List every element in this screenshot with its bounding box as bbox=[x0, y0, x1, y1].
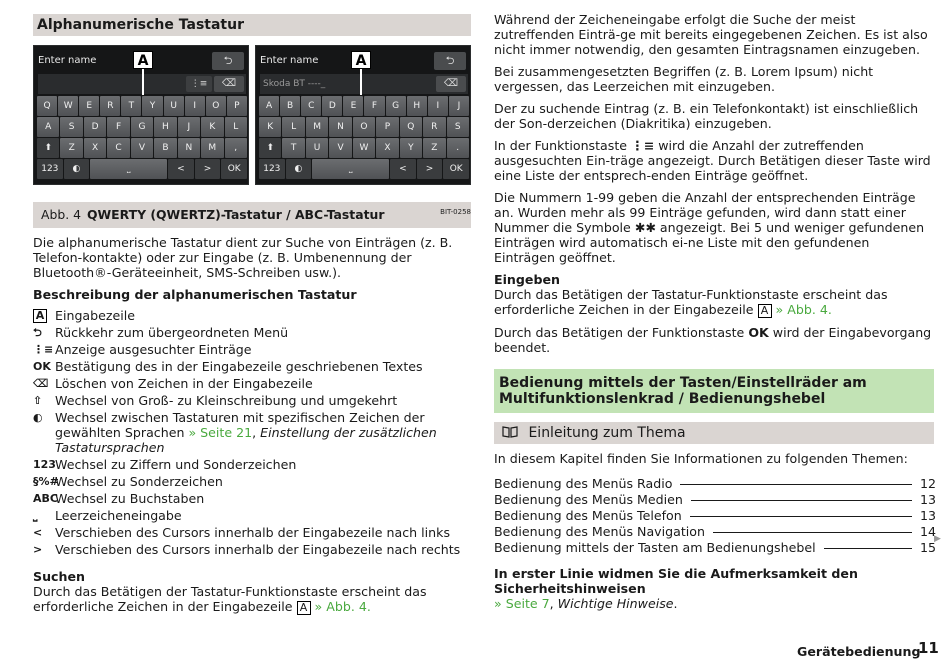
page-number: 11 bbox=[918, 639, 939, 657]
safety-note: In erster Linie widmen Sie die Aufmerksamkeit den Sicherheitshinweisen bbox=[494, 566, 858, 596]
toc-page: 13 bbox=[920, 508, 937, 523]
delete-icon[interactable]: ⌫ bbox=[214, 76, 244, 92]
footer-chapter: Gerätebedienung bbox=[797, 644, 921, 659]
language-icon: ◐ bbox=[33, 411, 43, 424]
legend-text: Verschieben des Cursors innerhalb der Eingabezeile nach rechts bbox=[55, 542, 461, 557]
input-paragraph bbox=[494, 287, 934, 318]
intro-text: In diesem Kapitel finden Sie Informationen zu folgenden Themen: bbox=[494, 451, 908, 466]
legend-text-main: Wechsel zwischen Tastaturen mit spezifischen Zeichen der gewählten Sprachen bbox=[55, 410, 425, 440]
key[interactable]: P bbox=[227, 96, 247, 116]
figure-caption bbox=[33, 202, 471, 228]
cursor-left-key[interactable]: < bbox=[168, 159, 194, 179]
paragraph: Bei zusammengesetzten Begriffen (z. B. Lorem Ipsum) nicht vergessen, das Leerzeichen mit einzugeben. bbox=[494, 64, 874, 94]
list-icon[interactable]: ⋮≡ bbox=[186, 76, 212, 92]
legend-title: Beschreibung der alphanumerischen Tastatur bbox=[33, 287, 357, 302]
text: wird der Eingabevorgang beendet. bbox=[494, 325, 932, 355]
paragraph bbox=[494, 138, 934, 183]
key[interactable]: B bbox=[280, 96, 300, 116]
paragraph bbox=[494, 325, 934, 355]
legend-text: Bestätigung des in der Eingabezeile geschriebenen Textes bbox=[55, 359, 423, 374]
legend-item bbox=[33, 508, 471, 523]
link-reference: Einstellung der zusätzlichen Tastatursprachen bbox=[55, 425, 437, 455]
figure-link[interactable]: » Abb. 4. bbox=[314, 599, 371, 614]
next-page-arrow-icon[interactable]: ▶ bbox=[934, 534, 941, 544]
section-title: Alphanumerische Tastatur bbox=[33, 14, 471, 36]
key[interactable]: W bbox=[58, 96, 78, 116]
toc-leader bbox=[691, 500, 912, 501]
key[interactable]: V bbox=[329, 138, 351, 158]
cursor-left-key[interactable]: < bbox=[390, 159, 416, 179]
key[interactable]: M bbox=[306, 117, 328, 137]
intro-title: Einleitung zum Thema bbox=[528, 425, 686, 441]
back-icon[interactable]: ⮌ bbox=[434, 52, 466, 70]
book-icon bbox=[502, 425, 522, 441]
toc-leader bbox=[680, 484, 912, 485]
legend-item bbox=[33, 325, 471, 340]
legend-text: Löschen von Zeichen in der Eingabezeile bbox=[55, 376, 313, 391]
key[interactable]: Y bbox=[400, 138, 422, 158]
image-code: BIT-0258 bbox=[440, 208, 471, 216]
toc-leader bbox=[713, 532, 912, 533]
ok-icon: OK bbox=[33, 360, 51, 373]
key[interactable]: H bbox=[154, 117, 176, 137]
legend-item bbox=[33, 491, 471, 506]
input-line-marker: A bbox=[758, 304, 772, 318]
key-row-4 bbox=[37, 159, 247, 179]
key[interactable]: R bbox=[423, 117, 445, 137]
key[interactable]: X bbox=[84, 138, 106, 158]
key-row-2 bbox=[259, 117, 469, 137]
key[interactable]: A bbox=[259, 96, 279, 116]
key-row-3 bbox=[259, 138, 469, 158]
key-row-1 bbox=[37, 96, 247, 116]
key[interactable]: Z bbox=[60, 138, 82, 158]
text: wird die Anzahl der zutreffenden ausgesuchten Ein-träge angezeigt. Durch Betätigen dieser Taste wird eine Liste der entsprech-enden Einträge geöffnet. bbox=[494, 138, 931, 183]
left-column bbox=[33, 14, 471, 615]
key[interactable]: E bbox=[343, 96, 363, 116]
toc-label: Bedienung mittels der Tasten am Bedienungshebel bbox=[494, 540, 816, 555]
key-row-3 bbox=[37, 138, 247, 158]
ok-key[interactable]: OK bbox=[443, 159, 469, 179]
key[interactable]: D bbox=[322, 96, 342, 116]
text: Die Nummern 1-99 geben die Anzahl der entsprechenden Einträge an. Wurden mehr als 99 Einträge gefunden, wird dann statt einer Nummer die Symbole bbox=[494, 190, 916, 235]
key[interactable]: R bbox=[100, 96, 120, 116]
key[interactable]: . bbox=[447, 138, 469, 158]
space-icon: ⎵ bbox=[33, 509, 38, 522]
cursor-right-key[interactable]: > bbox=[195, 159, 221, 179]
key[interactable]: L bbox=[225, 117, 247, 137]
name-field-label: Enter name bbox=[38, 55, 97, 66]
figure-link[interactable]: » Abb. 4. bbox=[775, 302, 832, 317]
key-row-1 bbox=[259, 96, 469, 116]
toc-row[interactable] bbox=[494, 540, 937, 556]
input-line-marker: A bbox=[33, 309, 47, 323]
key[interactable]: U bbox=[306, 138, 328, 158]
key[interactable]: K bbox=[201, 117, 223, 137]
cursor-right-key[interactable]: > bbox=[417, 159, 443, 179]
key[interactable]: H bbox=[407, 96, 427, 116]
chapter-heading: Bedienung mittels der Tasten/Einstellräder am Multifunktionslenkrad / Bedienungshebel bbox=[494, 369, 934, 413]
text: Durch das Betätigen der Funktionstaste bbox=[494, 325, 745, 340]
caption-number: Abb. 4 bbox=[41, 207, 81, 222]
toc-row[interactable] bbox=[494, 524, 937, 540]
key[interactable]: N bbox=[329, 117, 351, 137]
cursor-right-icon: > bbox=[33, 543, 43, 556]
key[interactable]: M bbox=[201, 138, 223, 158]
key[interactable]: U bbox=[164, 96, 184, 116]
intro-paragraph: Die alphanumerische Tastatur dient zur Suche von Einträgen (z. B. Telefon-kontakte) oder zur Eingabe (z. B. Umbenennung der Bluetooth®-Geräteeinheit, SMS-Schreiben usw.). bbox=[33, 235, 453, 280]
key[interactable]: T bbox=[121, 96, 141, 116]
toc-label: Bedienung des Menüs Medien bbox=[494, 492, 683, 507]
language-key[interactable]: ◐ bbox=[286, 159, 312, 179]
legend-text: Wechsel von Groß- zu Kleinschreibung und umgekehrt bbox=[55, 393, 398, 408]
toc-label: Bedienung des Menüs Radio bbox=[494, 476, 673, 491]
legend-text: Wechsel zu Ziffern und Sonderzeichen bbox=[55, 457, 297, 472]
key[interactable]: E bbox=[79, 96, 99, 116]
ok-icon: OK bbox=[748, 325, 769, 340]
key[interactable]: A bbox=[37, 117, 59, 137]
key[interactable]: C bbox=[107, 138, 129, 158]
ok-key[interactable]: OK bbox=[221, 159, 247, 179]
key[interactable]: Z bbox=[423, 138, 445, 158]
input-title: Eingeben bbox=[494, 272, 560, 287]
letters-icon: ABC bbox=[33, 492, 58, 505]
legend-text: Verschieben des Cursors innerhalb der Eingabezeile nach links bbox=[55, 525, 450, 540]
key[interactable]: X bbox=[376, 138, 398, 158]
legend-text: Eingabezeile bbox=[55, 308, 135, 323]
space-key[interactable]: ⎵ bbox=[312, 159, 389, 179]
toc-row[interactable] bbox=[494, 508, 937, 524]
numbers-icon: 123 bbox=[33, 458, 56, 471]
delete-icon[interactable]: ⌫ bbox=[436, 76, 466, 92]
special-chars-icon: §%# bbox=[33, 475, 59, 488]
key[interactable]: Q bbox=[37, 96, 57, 116]
key[interactable]: O bbox=[353, 117, 375, 137]
legend-text: Wechsel zu Sonderzeichen bbox=[55, 474, 223, 489]
text: In der Funktionstaste bbox=[494, 138, 628, 153]
toc-page: 13 bbox=[920, 492, 937, 507]
legend-item bbox=[33, 410, 471, 455]
legend-list bbox=[33, 308, 471, 557]
key[interactable]: G bbox=[386, 96, 406, 116]
key[interactable]: N bbox=[178, 138, 200, 158]
text: angezeigt. Bei 5 und weniger gefundenen Einträgen wird automatisch ei-ne Liste mit den gefundenen Einträgen geöffnet. bbox=[494, 220, 925, 265]
toc-label: Bedienung des Menüs Telefon bbox=[494, 508, 682, 523]
key[interactable]: , bbox=[225, 138, 247, 158]
key[interactable]: Y bbox=[142, 96, 162, 116]
legend-item bbox=[33, 342, 471, 357]
key[interactable]: O bbox=[206, 96, 226, 116]
key-row-2 bbox=[37, 117, 247, 137]
language-key[interactable]: ◐ bbox=[64, 159, 90, 179]
key[interactable]: S bbox=[447, 117, 469, 137]
key[interactable]: W bbox=[353, 138, 375, 158]
key[interactable]: I bbox=[428, 96, 448, 116]
list-icon: ⋮≡ bbox=[631, 138, 655, 153]
toc-page: 15 bbox=[920, 540, 937, 555]
legend-text: Rückkehr zum übergeordneten Menü bbox=[55, 325, 289, 340]
search-text: Durch das Betätigen der Tastatur-Funktionstaste erscheint das erforderliche Zeichen in der Eingabezeile bbox=[33, 584, 427, 614]
shift-key[interactable]: ⬆ bbox=[259, 138, 281, 158]
shift-key[interactable]: ⬆ bbox=[37, 138, 59, 158]
legend-item bbox=[33, 542, 471, 557]
toc-label: Bedienung des Menüs Navigation bbox=[494, 524, 705, 539]
key[interactable]: F bbox=[107, 117, 129, 137]
legend-text: Wechsel zu Buchstaben bbox=[55, 491, 205, 506]
back-icon[interactable]: ⮌ bbox=[212, 52, 244, 70]
key[interactable]: S bbox=[60, 117, 82, 137]
text: Durch das Betätigen der Tastatur-Funktionstaste erscheint das erforderliche Zeichen in der Eingabezeile bbox=[494, 287, 888, 317]
back-icon: ⮌ bbox=[33, 326, 42, 339]
marker-line bbox=[142, 69, 144, 95]
key[interactable]: V bbox=[131, 138, 153, 158]
legend-item bbox=[33, 525, 471, 540]
key[interactable]: T bbox=[282, 138, 304, 158]
name-field-label: Enter name bbox=[260, 55, 319, 66]
key[interactable]: J bbox=[178, 117, 200, 137]
delete-icon: ⌫ bbox=[33, 377, 49, 390]
safety-link-line: » Seite 7, Wichtige Hinweise. bbox=[494, 596, 678, 611]
input-line-marker: A bbox=[297, 601, 311, 615]
numbers-key[interactable]: 123 bbox=[259, 159, 285, 179]
numbers-key[interactable]: 123 bbox=[37, 159, 63, 179]
search-paragraph bbox=[33, 584, 471, 615]
key[interactable]: D bbox=[84, 117, 106, 137]
key[interactable]: I bbox=[185, 96, 205, 116]
link-reference: Wichtige Hinweise bbox=[557, 596, 674, 611]
input-line[interactable]: Skoda BT ----_ bbox=[260, 74, 468, 94]
key[interactable]: P bbox=[376, 117, 398, 137]
legend-item bbox=[33, 393, 471, 408]
toc-list bbox=[494, 476, 937, 556]
key[interactable]: B bbox=[154, 138, 176, 158]
paragraph: Während der Zeicheneingabe erfolgt die Suche der meist zutreffenden Einträ-ge mit bereits eingegebenen Zeichen. Es ist also nicht immer notwendig, den gesamten Eintragsnamen einzugeben. bbox=[494, 12, 928, 57]
list-icon: ⋮≡ bbox=[33, 343, 54, 356]
key[interactable]: J bbox=[449, 96, 469, 116]
caption-text: QWERTY (QWERTZ)-Tastatur / ABC-Tastatur bbox=[86, 207, 385, 222]
toc-page: 14 bbox=[920, 524, 937, 539]
space-key[interactable]: ⎵ bbox=[90, 159, 167, 179]
cursor-left-icon: < bbox=[33, 526, 43, 539]
toc-row[interactable] bbox=[494, 476, 937, 492]
right-column bbox=[494, 12, 937, 611]
legend-item bbox=[33, 376, 471, 391]
key-row-4 bbox=[259, 159, 469, 179]
legend-item bbox=[33, 359, 471, 374]
legend-item bbox=[33, 308, 471, 323]
toc-row[interactable] bbox=[494, 492, 937, 508]
legend-text: Wechsel zwischen Tastaturen mit spezifischen Zeichen der gewählten Sprachen » Seite 21, Einstellung der zusätzlichen Tastatursprachen bbox=[55, 410, 437, 455]
key[interactable]: F bbox=[364, 96, 384, 116]
intro-heading bbox=[494, 422, 934, 444]
marker-a: A bbox=[351, 51, 371, 69]
asterisk-icon: ✱✱ bbox=[634, 220, 656, 235]
toc-leader bbox=[690, 516, 912, 517]
search-title: Suchen bbox=[33, 569, 85, 584]
toc-leader bbox=[824, 548, 912, 549]
shift-icon: ⇧ bbox=[33, 394, 43, 407]
legend-text: Anzeige ausgesuchter Einträge bbox=[55, 342, 252, 357]
toc-page: 12 bbox=[920, 476, 937, 491]
marker-line bbox=[360, 69, 362, 95]
legend-item bbox=[33, 457, 471, 472]
legend-text: Leerzeicheneingabe bbox=[55, 508, 182, 523]
page-link[interactable]: » Seite 7 bbox=[494, 596, 550, 611]
key[interactable]: C bbox=[301, 96, 321, 116]
key[interactable]: K bbox=[259, 117, 281, 137]
marker-a: A bbox=[133, 51, 153, 69]
key[interactable]: G bbox=[131, 117, 153, 137]
key[interactable]: L bbox=[282, 117, 304, 137]
page-link[interactable]: » Seite 21 bbox=[188, 425, 253, 440]
paragraph bbox=[494, 190, 934, 265]
paragraph: Der zu suchende Eintrag (z. B. ein Telefonkontakt) ist einschließlich der Son-derzeichen (Diakritika) einzugeben. bbox=[494, 101, 919, 131]
legend-item bbox=[33, 474, 471, 489]
key[interactable]: Q bbox=[400, 117, 422, 137]
